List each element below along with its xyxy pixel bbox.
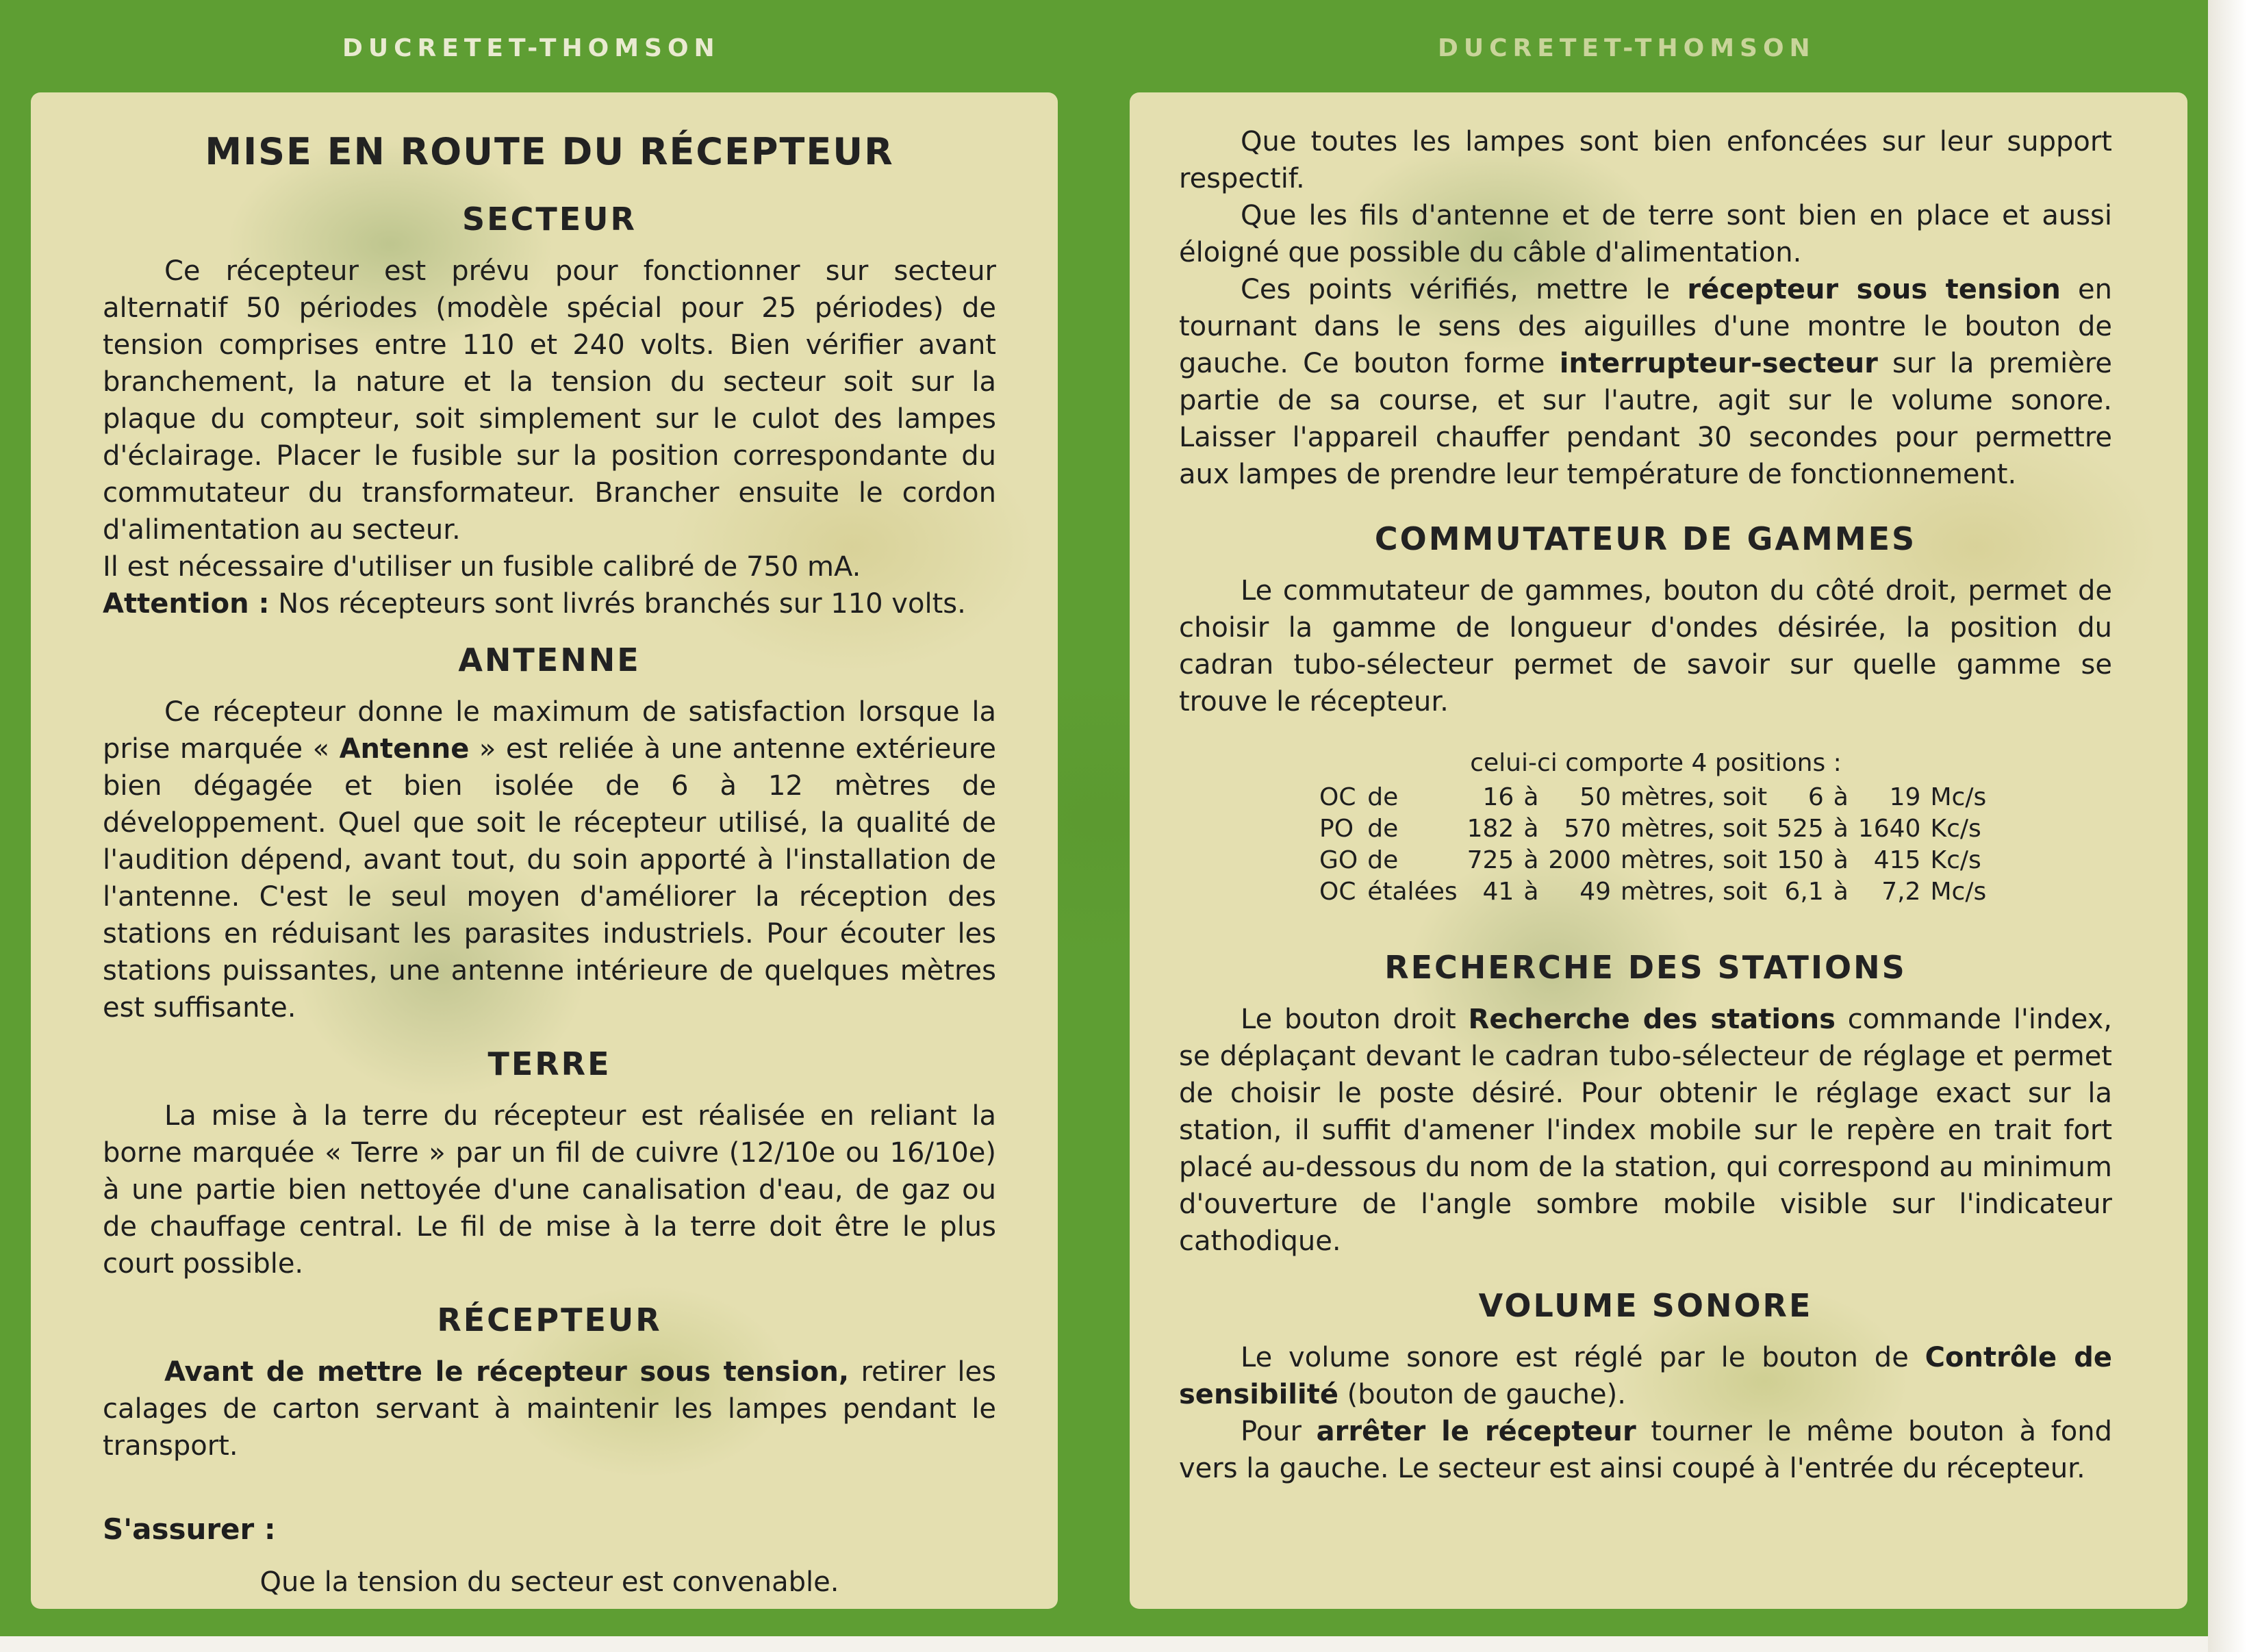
gamme-f2: 7,2: [1881, 878, 1921, 906]
section-heading-volume: VOLUME SONORE: [1478, 1287, 1813, 1324]
section-heading-antenne: ANTENNE: [458, 641, 641, 678]
gamme-f1: 6: [1807, 783, 1824, 811]
assurer-text: Que la tension du secteur est convenable.: [259, 1566, 839, 1598]
paragraph-recherche: [1179, 1001, 2112, 1260]
brand-header-left: DUCRETET-THOMSON: [342, 34, 720, 62]
paragraph-volume: [1179, 1339, 2112, 1413]
gamme-a2: à: [1833, 878, 1849, 906]
scan-background: [2208, 0, 2247, 1652]
arreter-text-b: tourner le même bouton à fond vers la gauche. Le secteur est ainsi coupé à l'entrée du récepteur.: [1179, 1416, 2112, 1484]
recherche-bold: Recherche des stations: [1468, 1004, 1836, 1035]
paragraph-arreter: [1179, 1413, 2112, 1487]
arreter-bold: arrêter le récepteur: [1316, 1416, 1636, 1447]
gamme-band: OC: [1319, 783, 1356, 811]
volume-text-a: Le volume sonore est réglé par le bouton de: [1241, 1342, 1925, 1373]
tension-text-d: sur la première partie de sa course, et sur l'autre, agit sur le volume sonore. Laisser l'appareil chauffer pendant 30 secondes pour permettre aux lampes de prendre leur température de fonctionnement.: [1179, 348, 2112, 490]
gamme-a1: à: [1523, 846, 1539, 874]
gamme-f2: 415: [1873, 846, 1921, 874]
volume-text-b: (bouton de gauche).: [1338, 1379, 1626, 1410]
section-heading-commutateur: COMMUTATEUR DE GAMMES: [1374, 520, 1917, 557]
recepteur-bold: Avant de mettre le récepteur sous tension,: [164, 1356, 850, 1388]
section-heading-recherche: RECHERCHE DES STATIONS: [1384, 949, 1907, 986]
gamme-a1: à: [1523, 783, 1539, 811]
paragraph-terre: La mise à la terre du récepteur est réalisée en reliant la borne marquée « Terre » par un fil de cuivre (12/10e ou 16/10e) à une partie bien nettoyée d'une canalisation d'eau, de gaz ou de chauffage central. Le fil de mise à la terre doit être le plus court possible.: [103, 1100, 996, 1280]
gamme-a1: à: [1523, 815, 1539, 843]
gamme-f1: 525: [1777, 815, 1824, 843]
antenne-bold: Antenne: [339, 733, 470, 765]
gamme-funit: Mc/s: [1930, 783, 1987, 811]
gamme-f1: 150: [1777, 846, 1824, 874]
gamme-a1: à: [1523, 878, 1539, 906]
gamme-de: étalées: [1367, 878, 1458, 906]
antenne-text-a: Ce récepteur donne le maximum de satisfaction lorsque la prise marquée «: [103, 696, 996, 765]
paragraph-lampes: Que toutes les lampes sont bien enfoncées sur leur support respectif.: [1179, 126, 2112, 194]
gamme-a2: à: [1833, 846, 1849, 874]
gamme-from: 16: [1482, 783, 1514, 811]
gamme-band: OC: [1319, 878, 1356, 906]
gamme-unit: mètres, soit: [1621, 783, 1768, 811]
gamme-from: 725: [1467, 846, 1514, 874]
gamme-f2: 1640: [1857, 815, 1921, 843]
gamme-from: 182: [1467, 815, 1514, 843]
section-heading-terre: TERRE: [487, 1045, 611, 1082]
recepteur-text: retirer les calages de carton servant à maintenir les lampes pendant le transport.: [103, 1356, 996, 1462]
recherche-text-a: Le bouton droit: [1241, 1004, 1469, 1035]
gamme-to: 49: [1579, 878, 1612, 906]
attention-label: Attention :: [103, 588, 270, 620]
gamme-row: [1319, 845, 1996, 876]
gamme-from: 41: [1482, 878, 1514, 906]
gamme-de: de: [1367, 846, 1399, 874]
right-page: [1130, 92, 2187, 1609]
gamme-a2: à: [1833, 815, 1849, 843]
attention-text: Nos récepteurs sont livrés branchés sur 110 volts.: [269, 588, 966, 620]
section-heading-secteur: SECTEUR: [462, 201, 637, 238]
gamme-unit: mètres, soit: [1621, 846, 1768, 874]
paragraph-recepteur: [103, 1354, 996, 1464]
gamme-funit: Mc/s: [1930, 878, 1987, 906]
gamme-unit: mètres, soit: [1621, 878, 1768, 906]
paragraph-fusible: Il est nécessaire d'utiliser un fusible calibré de 750 mA.: [103, 551, 861, 583]
tension-bold-1: récepteur sous tension: [1687, 274, 2061, 305]
gamme-funit: Kc/s: [1930, 846, 1981, 874]
paragraph-commutateur: Le commutateur de gammes, bouton du côté droit, permet de choisir la gamme de longueur d'ondes désirée, la position du cadran tubo-sélecteur permet de savoir sur quelle gamme se trouve le récepteur.: [1179, 575, 2112, 717]
gamme-de: de: [1367, 815, 1399, 843]
gamme-to: 570: [1564, 815, 1612, 843]
section-heading-recepteur: RÉCEPTEUR: [437, 1301, 662, 1338]
gamme-a2: à: [1833, 783, 1849, 811]
paragraph-fils: Que les fils d'antenne et de terre sont bien en place et aussi éloigné que possible du câble d'alimentation.: [1179, 200, 2112, 268]
tension-text-a: Ces points vérifiés, mettre le: [1241, 274, 1688, 305]
page-title: MISE EN ROUTE DU RÉCEPTEUR: [205, 130, 894, 173]
gamme-band: GO: [1319, 846, 1358, 874]
gammes-intro: celui-ci comporte 4 positions :: [1470, 749, 1842, 777]
gammes-table: [1179, 748, 2112, 908]
gamme-funit: Kc/s: [1930, 815, 1981, 843]
paragraph-secteur: Ce récepteur est prévu pour fonctionner sur secteur alternatif 50 périodes (modèle spécial pour 25 périodes) de tension comprises entre 110 et 240 volts. Bien vérifier avant branchement, la nature et la tension du secteur soit sur la plaque du compteur, soit simplement sur le culot des lampes d'éclairage. Placer le fusible sur la position correspondante du commutateur du transformateur. Brancher ensuite le cordon d'alimentation au secteur.: [103, 255, 996, 546]
assurer-label: S'assurer :: [103, 1512, 276, 1546]
gamme-to: 50: [1579, 783, 1612, 811]
antenne-text-b: » est reliée à une antenne extérieure bien dégagée et bien isolée de 6 à 12 mètres de développement. Quel que soit le récepteur utilisé, la qualité de l'audition dépend, avant tout, du soin apporté à l'installation de l'antenne. C'est le seul moyen d'améliorer la réception des stations en réduisant les parasites industriels. Pour écouter les stations puissantes, une antenne intérieure de quelques mètres est suffisante.: [103, 733, 996, 1024]
gamme-to: 2000: [1548, 846, 1612, 874]
gamme-row: [1319, 782, 1996, 813]
gamme-de: de: [1367, 783, 1399, 811]
gamme-row: [1319, 876, 1996, 908]
recherche-text-b: commande l'index, se déplaçant devant le cadran tubo-sélecteur de réglage et permet de choisir le poste désiré. Pour obtenir le réglage exact sur la station, il suffit d'amener l'index mobile sur le repère en trait fort placé au-dessous du nom de la station, qui correspond au minimum d'ouverture de l'angle sombre mobile visible sur l'indicateur cathodique.: [1179, 1004, 2112, 1257]
tension-text-c: en tournant dans le sens des aiguilles d'une montre le bouton de gauche. Ce bouton forme: [1179, 274, 2112, 379]
left-page: [31, 92, 1058, 1609]
paragraph-attention: [103, 585, 996, 622]
tension-bold-2: interrupteur-secteur: [1559, 348, 1878, 379]
gamme-f2: 19: [1889, 783, 1921, 811]
gamme-row: [1319, 813, 1996, 845]
gamme-band: PO: [1319, 815, 1354, 843]
arreter-text-a: Pour: [1241, 1416, 1317, 1447]
brand-header-right: DUCRETET-THOMSON: [1438, 34, 1816, 62]
paragraph-antenne: [103, 694, 996, 1026]
gamme-unit: mètres, soit: [1621, 815, 1768, 843]
gamme-f1: 6,1: [1784, 878, 1824, 906]
volume-bold: Contrôle de sensibilité: [1179, 1342, 2112, 1410]
paragraph-mise-sous-tension: [1179, 271, 2112, 493]
